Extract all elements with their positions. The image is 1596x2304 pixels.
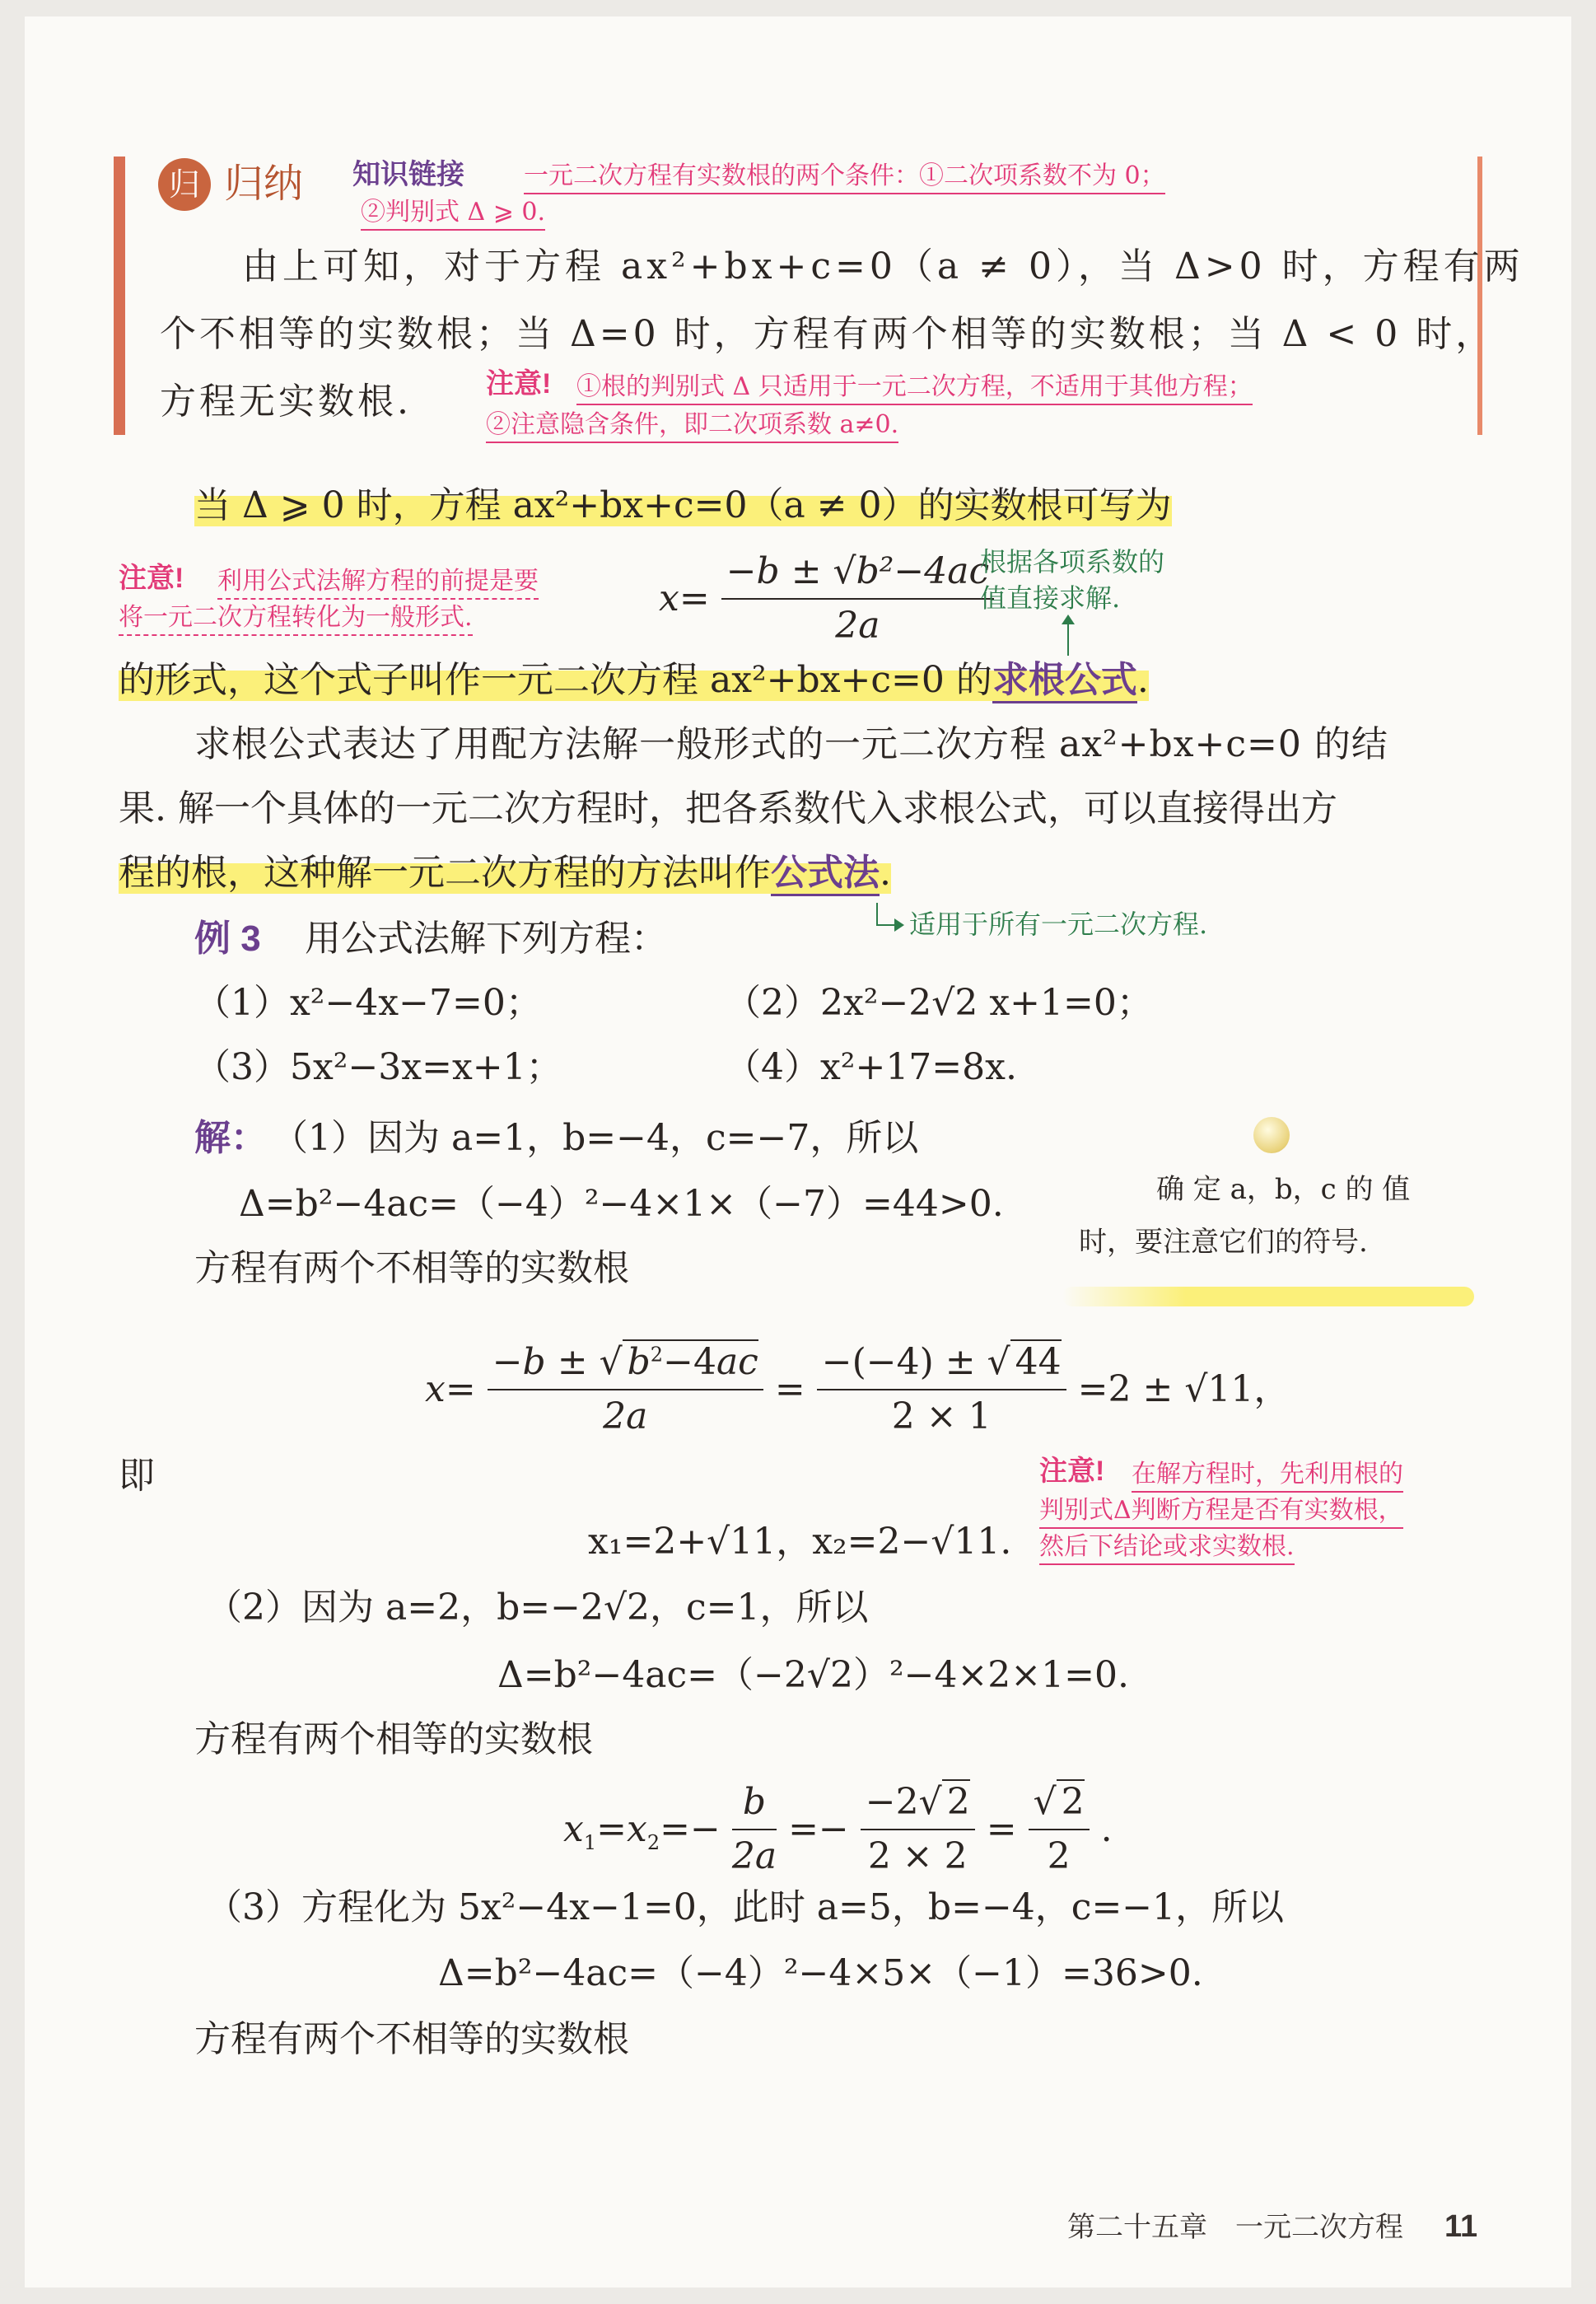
formula-paragraph-3-text: 程的根，这种解一元二次方程的方法叫作: [119, 852, 771, 894]
summary-note-text-2: ②注意隐含条件，即二次项系数 a≠0.: [486, 409, 898, 443]
key-term-qiugen-gongshi: 求根公式: [992, 659, 1137, 703]
solution-3-delta: Δ=b²−4ac=（−4）²−4×5×（−1）=36>0.: [438, 1952, 1203, 1994]
footer-page-number: 11: [1444, 2209, 1478, 2244]
solution-2-formula: [563, 1779, 1113, 1880]
example-problem-2: （2）2x²−2√2 x+1=0；: [725, 982, 1153, 1024]
solution-2-fraction-b-2a-den: 2a: [731, 1835, 777, 1877]
solution-note-2: 判别式Δ判断方程是否有实数根，: [1039, 1494, 1403, 1529]
solution-2-fraction-values: [861, 1779, 975, 1880]
solution-2-formula-eq2: =: [986, 1808, 1017, 1850]
solution-2-formula-lhs: $x_1=x_2=-$: [563, 1808, 721, 1854]
summary-line-2: 个不相等的实数根；当 Δ=0 时，方程有两个相等的实数根；当 Δ < 0 时，: [160, 313, 1496, 355]
formula-side-note-2: 将一元二次方程转化为一般形式.: [119, 601, 473, 636]
formula-paragraph-3: [119, 848, 891, 898]
knowledge-link-label: 知识链接: [352, 159, 464, 190]
solution-2-fraction-result: [1029, 1779, 1090, 1880]
solution-2-conclusion: 方程有两个相等的实数根: [194, 1718, 593, 1760]
solution-1-conclusion: 方程有两个不相等的实数根: [194, 1247, 629, 1289]
knowledge-link-text-1: 一元二次方程有实数根的两个条件：①二次项系数不为 0；: [524, 160, 1165, 194]
solution-1-formula: [425, 1339, 1290, 1440]
tip-bulb-icon: [1253, 1117, 1290, 1153]
formula-paragraph-3-end: .: [880, 852, 891, 894]
solution-3-conclusion: 方程有两个不相等的实数根: [194, 2018, 629, 2060]
solution-2-intro: （2）因为 a=2，b=−2√2，c=1，所以: [206, 1587, 869, 1629]
solution-ji: 即: [119, 1455, 155, 1497]
summary-left-bar: [114, 157, 125, 435]
solution-note-3: 然后下结论或求实数根.: [1039, 1531, 1295, 1565]
tip-underline-brush: [1062, 1287, 1474, 1306]
solution-1-intro: （1）因为 a=1，b=−4，c=−7，所以: [272, 1117, 919, 1159]
formula-fraction: [721, 549, 994, 649]
formula-conclusion: [119, 656, 1149, 705]
formula-conclusion-text: 的形式，这个式子叫作一元二次方程 ax²+bx+c=0 的: [119, 659, 992, 701]
green-arrowhead-right-icon: [894, 918, 904, 932]
example-prompt: 用公式法解下列方程：: [305, 918, 667, 960]
solution-label: 解：: [194, 1118, 267, 1158]
solution-2-delta: Δ=b²−4ac=（−2√2）²−4×2×1=0.: [497, 1654, 1130, 1696]
summary-heading: 归纳: [224, 162, 304, 206]
summary-line-1: 由上可知，对于方程 ax²+bx+c=0（a ≠ 0），当 Δ>0 时，方程有两: [242, 245, 1524, 287]
formula-conclusion-end: .: [1136, 659, 1149, 701]
key-term-gongshi-fa: 公式法: [771, 852, 880, 896]
solution-1-delta: Δ=b²−4ac=（−4）²−4×1×（−7）=44>0.: [239, 1183, 1004, 1225]
summary-right-bar: [1477, 157, 1482, 435]
example-problem-4: （4）x²+17=8x.: [725, 1046, 1017, 1088]
formula-numerator: −b ± √b²−4ac: [721, 549, 994, 600]
solution-1-fraction-general: [488, 1339, 763, 1440]
solution-2-formula-eq1: =−: [788, 1808, 849, 1850]
solution-1-fraction-general-den: 2a: [603, 1395, 648, 1437]
solution-1-formula-eq: =: [774, 1368, 805, 1410]
tip-text-1: 确 定 a，b，c 的 值: [1156, 1173, 1411, 1206]
solution-2-formula-period: .: [1100, 1808, 1113, 1850]
solution-note-label: 注意!: [1039, 1456, 1105, 1487]
solution-1-fraction-values-num: −(−4) ± √ 44: [817, 1339, 1066, 1390]
formula-intro: 当 Δ ⩾ 0 时，方程 ax²+bx+c=0（a ≠ 0）的实数根可写为: [194, 481, 1172, 530]
formula-side-note-1: 利用公式法解方程的前提是要: [217, 565, 539, 600]
summary-icon: [158, 158, 211, 211]
solution-2-fraction-result-num: √ 2: [1029, 1779, 1090, 1830]
summary-line-3: 方程无实数根.: [160, 381, 412, 423]
solution-1-fraction-values-den: 2 × 1: [891, 1395, 992, 1437]
formula-green-note-3: 适用于所有一元二次方程.: [909, 909, 1208, 940]
summary-note-label: 注意!: [486, 368, 552, 400]
formula-green-note-2: 值直接求解.: [980, 582, 1121, 614]
footer-chapter: 第二十五章 一元二次方程: [1067, 2212, 1403, 2243]
solution-3-intro: （3）方程化为 5x²−4x−1=0，此时 a=5，b=−4，c=−1，所以: [206, 1886, 1285, 1928]
solution-1-roots: x₁=2+√11，x₂=2−√11.: [588, 1521, 1012, 1563]
formula-denominator: 2a: [835, 605, 880, 647]
formula-paragraph-1: 求根公式表达了用配方法解一般形式的一元二次方程 ax²+bx+c=0 的结: [194, 723, 1388, 765]
green-arrowhead-up-icon: [1062, 615, 1075, 624]
summary-note-text-1: ①根的判别式 Δ 只适用于一元二次方程，不适用于其他方程；: [576, 371, 1253, 405]
summary-icon-glyph: 归: [168, 166, 200, 203]
solution-2-fraction-values-num: −2√ 2: [861, 1779, 975, 1830]
formula-side-note-label: 注意!: [119, 563, 184, 594]
solution-1-fraction-values: [817, 1339, 1066, 1440]
quadratic-formula: [659, 549, 994, 649]
solution-2-fraction-result-den: 2: [1047, 1835, 1071, 1877]
example-problem-3: （3）5x²−3x=x+1；: [194, 1046, 562, 1088]
solution-note-1: 在解方程时，先利用根的: [1132, 1458, 1403, 1493]
solution-2-fraction-b-2a-num: b: [732, 1779, 777, 1830]
solution-1-fraction-general-num: −b ± √ $b^2-4ac$: [488, 1339, 763, 1390]
tip-text-2: 时，要注意它们的符号.: [1079, 1226, 1368, 1259]
formula-paragraph-2: 果. 解一个具体的一元二次方程时，把各系数代入求根公式，可以直接得出方: [119, 787, 1337, 830]
example-label: 例 3: [194, 918, 261, 959]
green-arrow-right-shaft: [876, 924, 896, 926]
green-arrow-right-icon: [876, 903, 878, 926]
formula-lhs: x=: [659, 577, 710, 619]
solution-2-fraction-b-2a: [732, 1779, 777, 1880]
solution-1-formula-lhs: x=: [425, 1368, 476, 1410]
formula-green-note-1: 根据各项系数的: [980, 546, 1165, 577]
knowledge-link-text-2: ②判别式 Δ ⩾ 0.: [361, 196, 545, 231]
solution-2-fraction-values-den: 2 × 2: [867, 1835, 968, 1877]
solution-1-formula-tail: =2 ± √11，: [1077, 1368, 1290, 1410]
example-problem-1: （1）x²−4x−7=0；: [194, 982, 542, 1024]
